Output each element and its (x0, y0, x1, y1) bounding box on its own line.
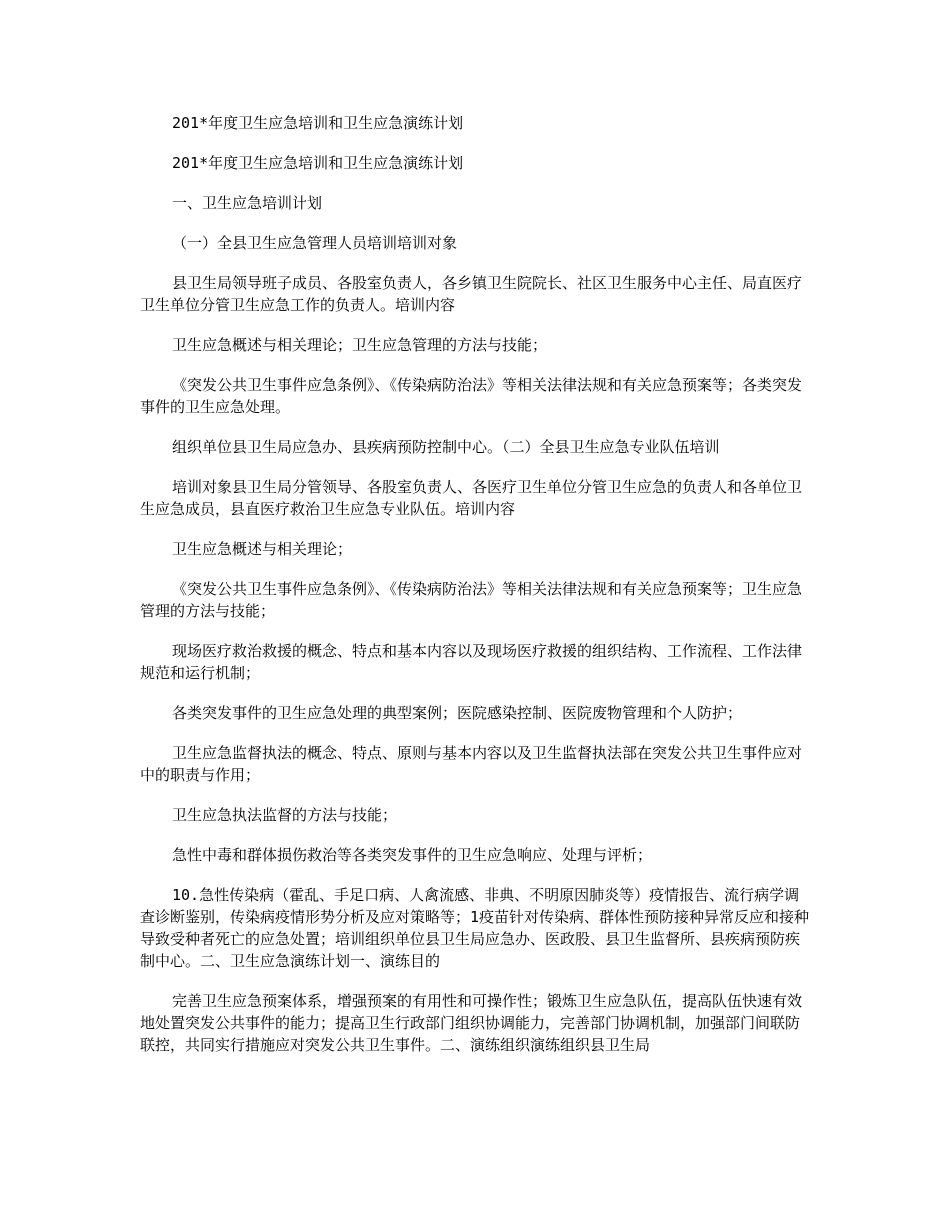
paragraph: 《突发公共卫生事件应急条例》、《传染病防治法》等相关法律法规和有关应急预案等；各类突发事件的卫生应急处理。 (140, 376, 803, 416)
paragraph: 现场医疗救治救援的概念、特点和基本内容以及现场医疗救援的组织结构、工作流程、工作法律规范和运行机制； (140, 642, 803, 682)
paragraph: 卫生应急监督执法的概念、特点、原则与基本内容以及卫生监督执法部在突发公共卫生事件应对中的职责与作用； (140, 744, 803, 784)
paragraph: 卫生应急概述与相关理论； (172, 540, 353, 558)
paragraph: 卫生应急概述与相关理论；卫生应急管理的方法与技能； (172, 336, 548, 354)
paragraph: 组织单位县卫生局应急办、县疾病预防控制中心。（二）全县卫生应急专业队伍培训 (172, 438, 720, 456)
paragraph: 10.急性传染病（霍乱、手足口病、人禽流感、非典、不明原因肺炎等）疫情报告、流行病学调查诊断鉴别，传染病疫情形势分析及应对策略等；1疫苗针对传染病、群体性预防接种异常反应和接种导致受种者死亡的应急处置；培训组织单位县卫生局应急办、医政股、县卫生监督所、县疾病预防疾制中心。二、卫生应急演练计划一、演练目的 (140, 886, 810, 970)
paragraph: 县卫生局领导班子成员、各股室负责人，各乡镇卫生院院长、社区卫生服务中心主任、局直医疗卫生单位分管卫生应急工作的负责人。培训内容 (140, 274, 803, 314)
paragraph: 培训对象县卫生局分管领导、各股室负责人、各医疗卫生单位分管卫生应急的负责人和各单位卫生应急成员，县直医疗救治卫生应急专业队伍。培训内容 (140, 478, 803, 518)
section-heading-training: 一、卫生应急培训计划 (172, 194, 323, 212)
paragraph: 急性中毒和群体损伤救治等各类突发事件的卫生应急响应、处理与评析； (172, 846, 653, 864)
document-body (140, 112, 812, 1074)
paragraph: 各类突发事件的卫生应急处理的典型案例；医院感染控制、医院废物管理和个人防护； (172, 704, 743, 722)
paragraph: 完善卫生应急预案体系，增强预案的有用性和可操作性；锻炼卫生应急队伍，提高队伍快速有效地处置突发公共事件的能力；提高卫生行政部门组织协调能力，完善部门协调机制，加强部门间联防联控，共同实行措施应对突发公共卫生事件。二、演练组织演练组织县卫生局 (140, 992, 803, 1054)
document-heading: 201*年度卫生应急培训和卫生应急演练计划 (172, 154, 464, 172)
document-title: 201*年度卫生应急培训和卫生应急演练计划 (172, 114, 464, 132)
paragraph: 《突发公共卫生事件应急条例》、《传染病防治法》等相关法律法规和有关应急预案等；卫生应急管理的方法与技能； (140, 580, 803, 620)
paragraph: 卫生应急执法监督的方法与技能； (172, 806, 398, 824)
subsection-heading-managers: （一）全县卫生应急管理人员培训培训对象 (172, 234, 458, 252)
